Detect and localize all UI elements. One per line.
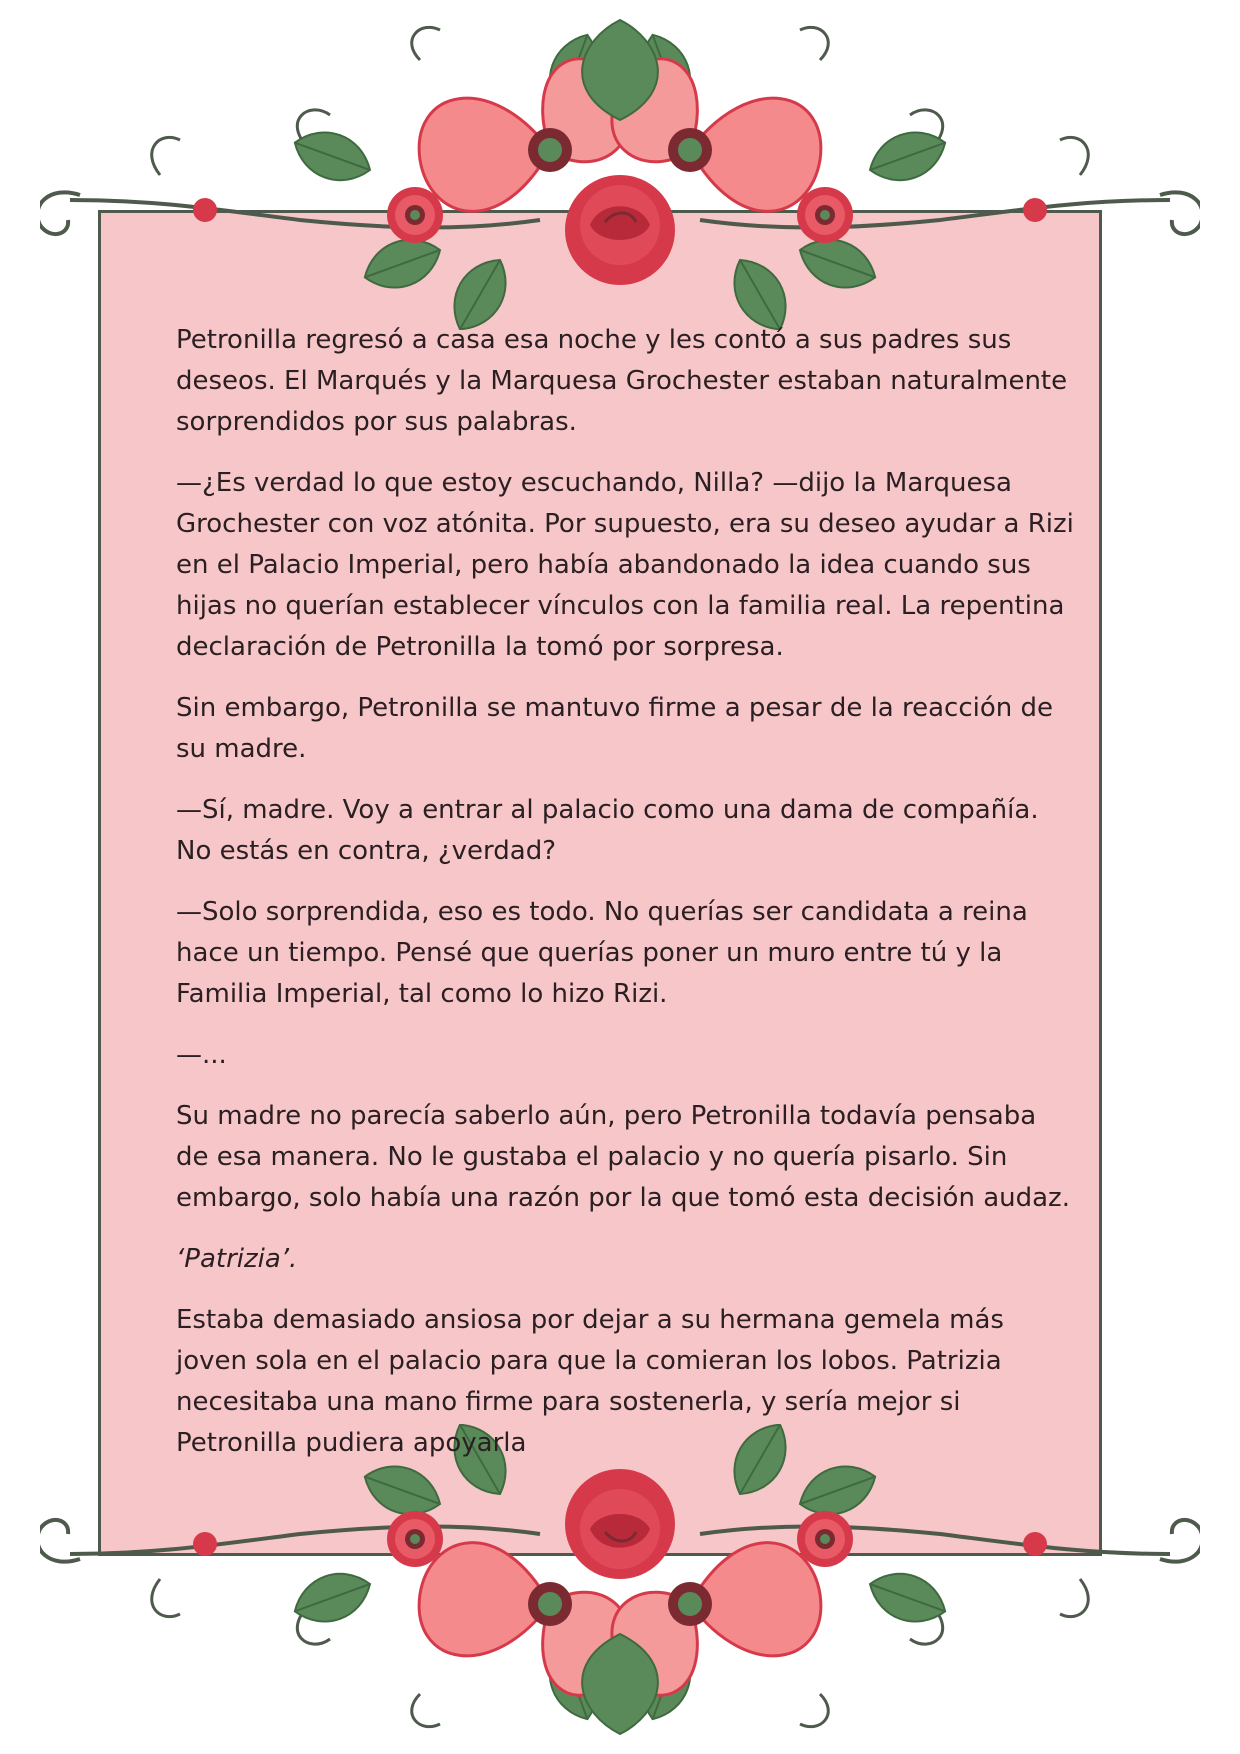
- paragraph: Petronilla regresó a casa esa noche y les contó a sus padres sus deseos. El Marqués y la Marquesa Grochester estaban naturalmente sorprendidos por sus palabras.: [176, 325, 1068, 437]
- story-text: [176, 320, 1076, 1484]
- paragraph: Sin embargo, Petronilla se mantuvo firme a pesar de la reacción de su madre.: [176, 693, 1054, 764]
- floral-garland-top-icon: [40, 0, 1200, 330]
- paragraph: —...: [176, 1040, 227, 1070]
- paragraph: Estaba demasiado ansiosa por dejar a su hermana gemela más joven sola en el palacio para que la comieran los lobos. Patrizia necesitaba una mano firme para sostenerla, y sería mejor si Petronilla pudiera apoyarla: [176, 1305, 1004, 1458]
- paragraph: —Solo sorprendida, eso es todo. No querías ser candidata a reina hace un tiempo. Pensé que querías poner un muro entre tú y la Familia Imperial, tal como lo hizo Rizi.: [176, 897, 1028, 1009]
- paragraph: —Sí, madre. Voy a entrar al palacio como una dama de compañía. No estás en contra, ¿verdad?: [176, 795, 1039, 866]
- paragraph: —¿Es verdad lo que estoy escuchando, Nilla? —dijo la Marquesa Grochester con voz atónita. Por supuesto, era su deseo ayudar a Rizi en el Palacio Imperial, pero había abandonado la idea cuando sus hijas no querían establecer vínculos con la familia real. La repentina declaración de Petronilla la tomó por sorpresa.: [176, 468, 1074, 662]
- paragraph-italic: ‘Patrizia’.: [176, 1244, 298, 1274]
- paragraph: Su madre no parecía saberlo aún, pero Petronilla todavía pensaba de esa manera. No le gustaba el palacio y no quería pisarlo. Sin embargo, solo había una razón por la que tomó esta decisión audaz.: [176, 1101, 1070, 1213]
